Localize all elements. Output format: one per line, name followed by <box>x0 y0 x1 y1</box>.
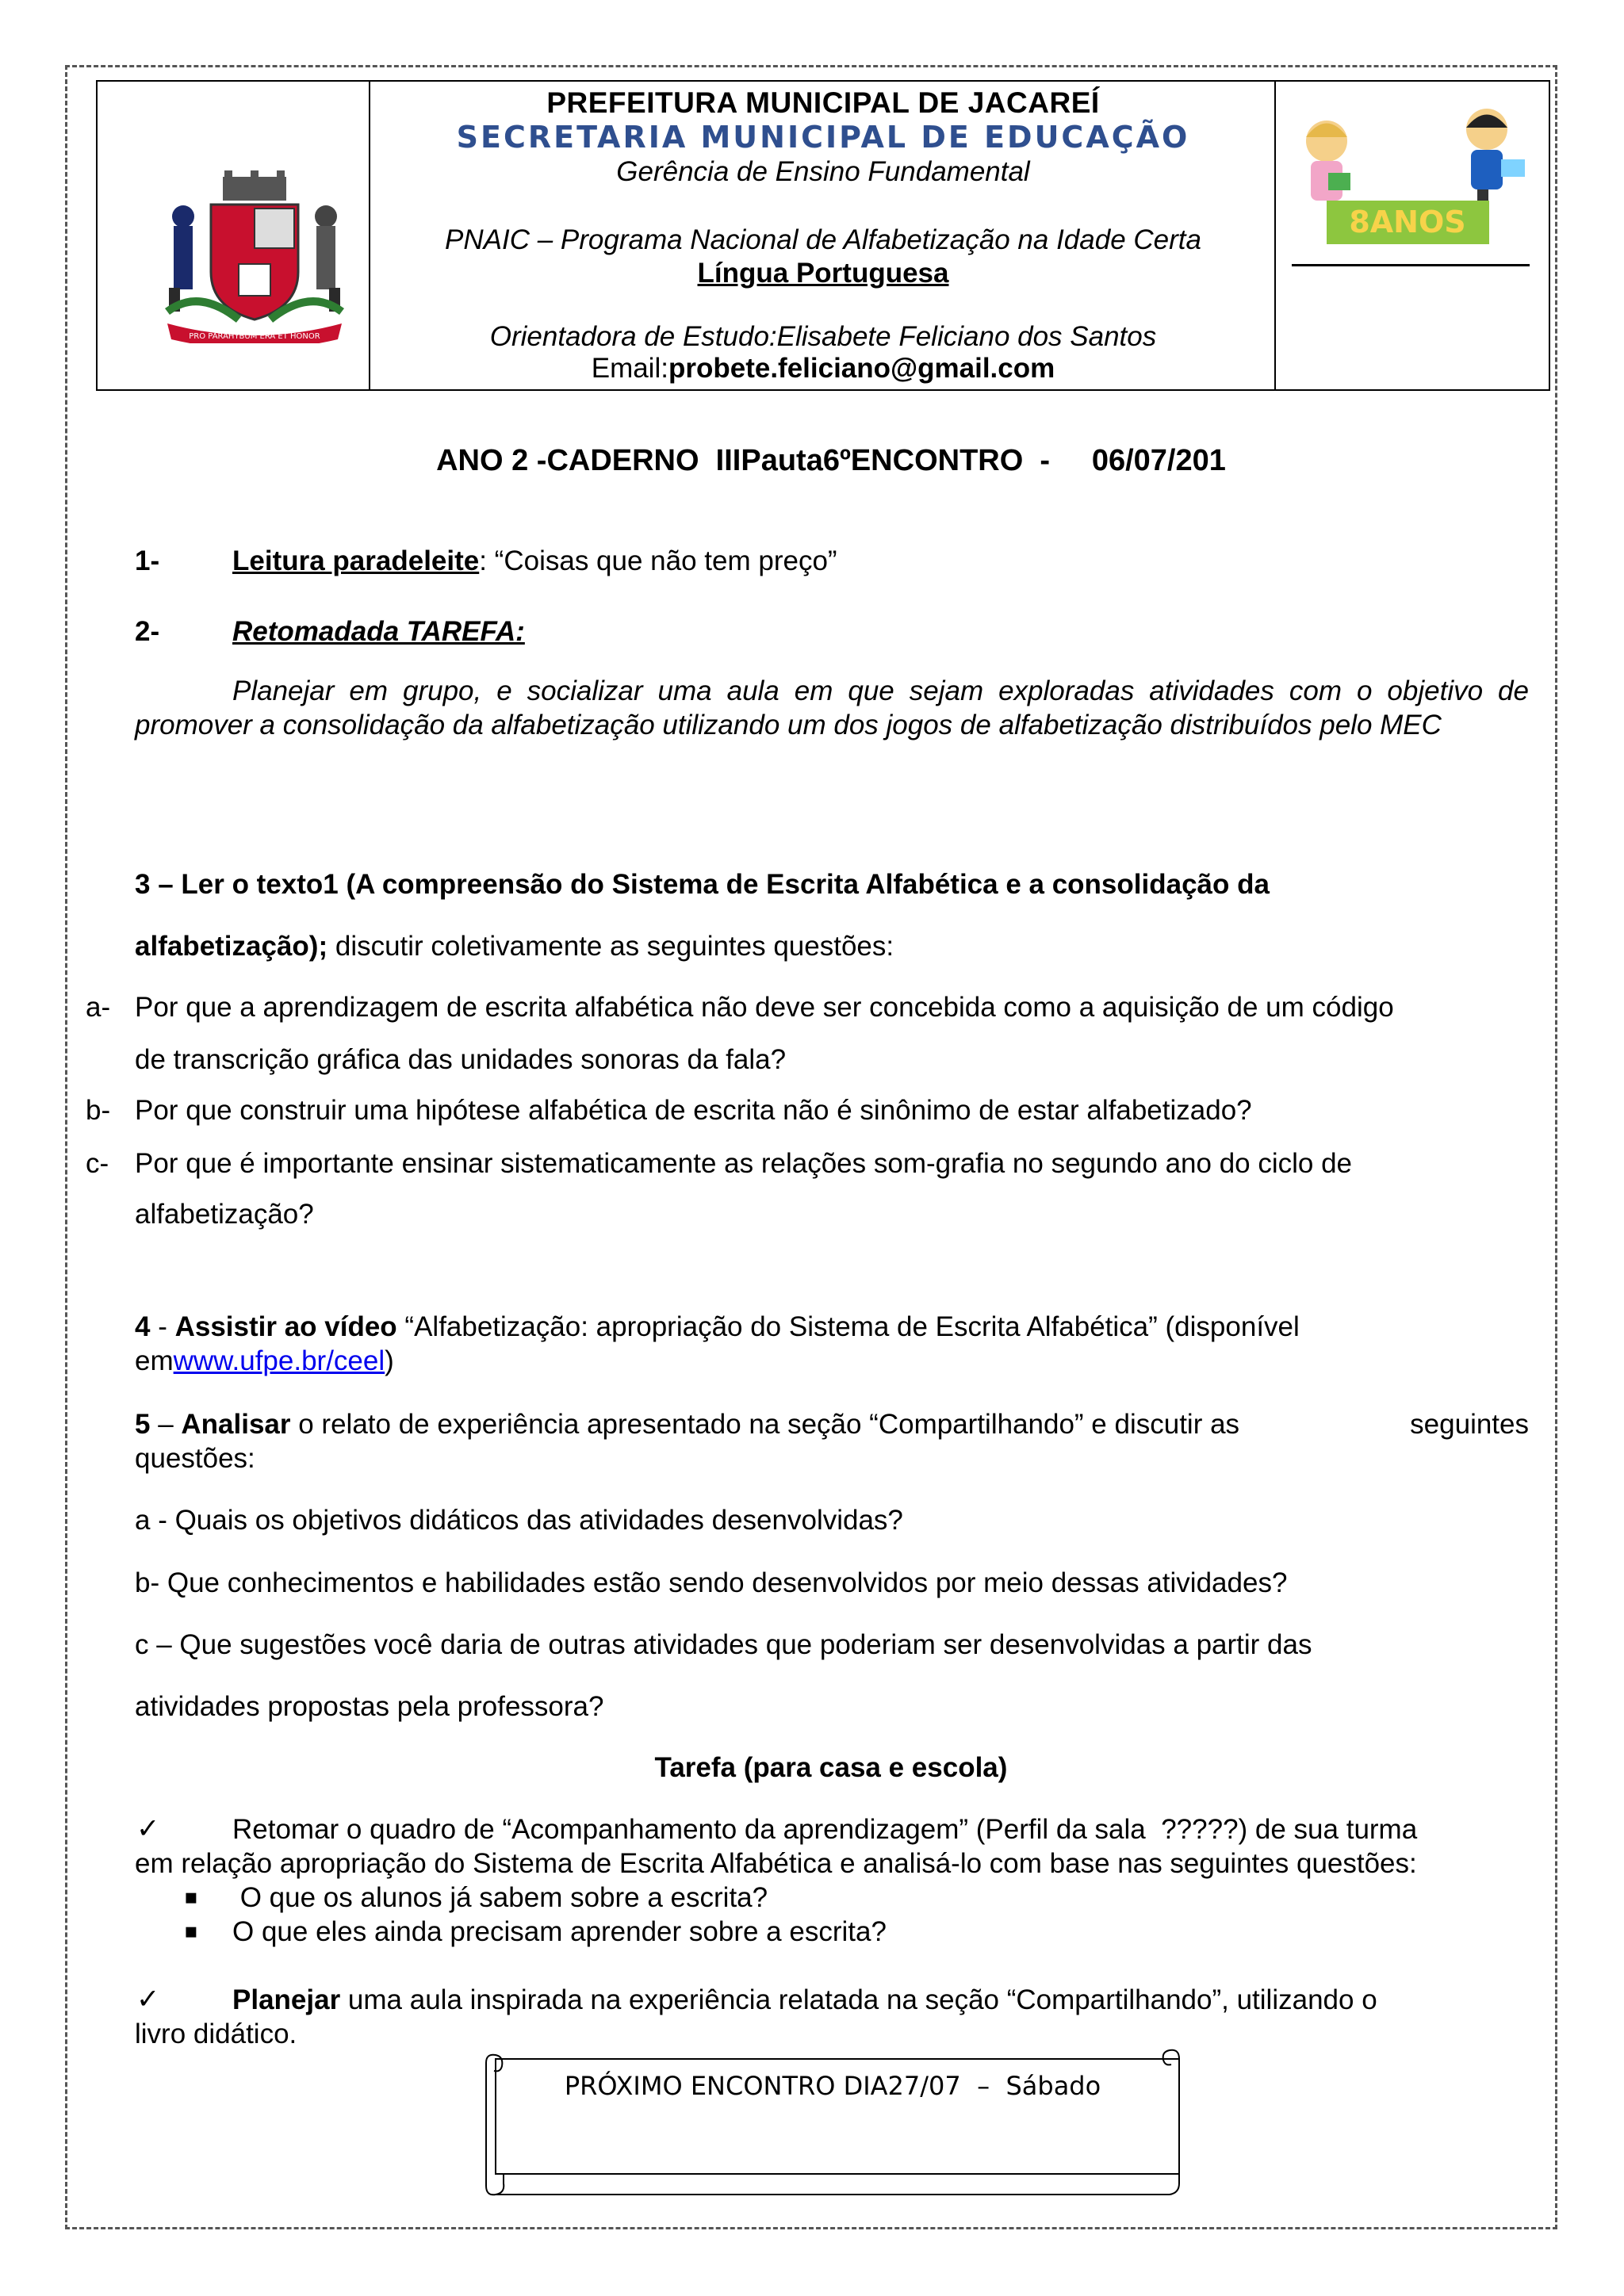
item-4 <box>135 1310 1300 1344</box>
item-4-dash: - <box>150 1311 175 1342</box>
city-coat-of-arms-icon <box>151 169 358 343</box>
item-5-question-c-line2: atividades propostas pela professora? <box>135 1691 604 1722</box>
item-4-line2 <box>135 1344 394 1378</box>
header-table <box>96 80 1550 391</box>
item-2-number: 2- <box>135 616 160 647</box>
subject-title: Língua Portuguesa <box>697 258 949 289</box>
check-icon: ✓ <box>136 1813 160 1845</box>
tarefa-bullet-1: O que os alunos já sabem sobre a escrita? <box>232 1882 768 1913</box>
bullet-icon: ▪ <box>184 1885 198 1909</box>
question-c-line1: Por que é importante ensinar sistematicamente as relações som-grafia no segundo ano do ciclo de <box>135 1148 1353 1179</box>
tarefa-p1-line2: em relação apropriação do Sistema de Escrita Alfabética e analisá-lo com base nas seguintes questões: <box>135 1848 1417 1879</box>
item-1-rest: : “Coisas que não tem preço” <box>479 545 837 576</box>
item-1-number: 1- <box>135 545 160 576</box>
pauta-title: ANO 2 -CADERNO IIIPauta6ºENCONTRO - 06/07/201 <box>436 444 1226 477</box>
item-3-bold2: alfabetização); <box>135 931 328 962</box>
item-4-suffix: ) <box>385 1345 394 1376</box>
email-label: Email: <box>591 353 668 384</box>
item-2-text: Planejar em grupo, e socializar uma aula em que sejam exploradas atividades com o objetivo de promover a consolidação da alfabetização utilizando um dos jogos de alfabetização distribuídos pelo MEC <box>135 675 1529 740</box>
tarefa-p1-line1: Retomar o quadro de “Acompanhamento da aprendizagem” (Perfil da sala ?????) de sua turma <box>232 1814 1418 1845</box>
tarefa-p2-line2: livro didático. <box>135 2019 297 2049</box>
tarefa-bullet-2: O que eles ainda precisam aprender sobre a escrita? <box>232 1916 887 1947</box>
item-1-text <box>232 544 837 578</box>
item-5-bold: Analisar <box>181 1409 291 1440</box>
pnaic-program-title: PNAIC – Programa Nacional de Alfabetização na Idade Certa <box>445 224 1201 255</box>
coat-of-arms-motto: PRO PARAHYBUM ERA ET HONOR <box>189 332 320 341</box>
secretaria-title: SECRETARIA MUNICIPAL DE EDUCAÇÃO <box>456 120 1190 155</box>
header-center-cell <box>370 82 1276 389</box>
question-a-line2: de transcrição gráfica das unidades sonoras da fala? <box>135 1044 787 1075</box>
item-5-dash: – <box>150 1409 182 1440</box>
tarefa-p2-rest: uma aula inspirada na experiência relatada na seção “Compartilhando”, utilizando o <box>340 1984 1377 2015</box>
item-3-heading-line2 <box>135 929 894 963</box>
item-5-text: o relato de experiência apresentado na seção “Compartilhando” e discutir as <box>290 1409 1240 1440</box>
tarefa-p2-line1 <box>232 1983 1377 2017</box>
orientadora-line: Orientadora de Estudo:Elisabete Feliciano dos Santos <box>489 321 1157 352</box>
question-b-letter: b- <box>86 1095 111 1126</box>
question-a-line1: Por que a aprendizagem de escrita alfabética não deve ser concebida como a aquisição de um código <box>135 992 1394 1023</box>
tarefa-p2-bold: Planejar <box>232 1984 341 2015</box>
prefeitura-title: PREFEITURA MUNICIPAL DE JACAREÍ <box>546 86 1100 119</box>
item-2-label: Retomadada TAREFA: <box>232 616 525 647</box>
email-address[interactable]: probete.feliciano@gmail.com <box>668 353 1055 384</box>
check-icon: ✓ <box>136 1984 160 2015</box>
question-b-line1: Por que construir uma hipótese alfabética de escrita não é sinônimo de estar alfabetizado? <box>135 1095 1252 1126</box>
question-c-line2: alfabetização? <box>135 1199 314 1230</box>
right-logo-text: 8ANOS <box>1349 205 1466 239</box>
item-5 <box>135 1407 1239 1441</box>
item-5-number: 5 <box>135 1409 151 1440</box>
bullet-icon: ▪ <box>184 1919 198 1943</box>
next-meeting-scroll <box>480 2047 1185 2198</box>
item-3-heading: 3 – Ler o texto1 (A compreensão do Sistema de Escrita Alfabética e a consolidação da <box>135 869 1270 900</box>
right-logo-underline <box>1292 264 1530 266</box>
item-4-number: 4 <box>135 1311 151 1342</box>
item-1 <box>135 544 159 578</box>
pnaic-kids-logo-icon <box>1279 98 1541 248</box>
gerencia-subtitle: Gerência de Ensino Fundamental <box>616 156 1030 187</box>
email-line <box>370 353 1276 385</box>
item-3-rest2: discutir coletivamente as seguintes questões: <box>327 931 894 962</box>
scroll-frame-icon <box>480 2047 1185 2198</box>
next-meeting-text: PRÓXIMO ENCONTRO DIA27/07 – Sábado <box>564 2071 1101 2101</box>
header-left-cell <box>98 82 370 389</box>
item-5-question-b: b- Que conhecimentos e habilidades estão sendo desenvolvidos por meio dessas atividades? <box>135 1567 1288 1598</box>
item-5-question-c-line1: c – Que sugestões você daria de outras atividades que poderiam ser desenvolvidas a partir das <box>135 1629 1312 1660</box>
item-4-bold: Assistir ao vídeo <box>174 1311 397 1342</box>
item-5-question-a: a - Quais os objetivos didáticos das atividades desenvolvidas? <box>135 1505 903 1536</box>
question-c-letter: c- <box>86 1148 109 1179</box>
item-4-prefix: em <box>135 1345 174 1376</box>
item-5-line2: questões: <box>135 1443 255 1474</box>
item-5-text-right: seguintes <box>1410 1409 1529 1440</box>
question-a-letter: a- <box>86 992 111 1023</box>
ufpe-ceel-link[interactable]: www.ufpe.br/ceel <box>173 1345 385 1376</box>
header-right-cell <box>1274 82 1549 389</box>
tarefa-heading: Tarefa (para casa e escola) <box>654 1752 1008 1783</box>
item-4-text: “Alfabetização: apropriação do Sistema de Escrita Alfabética” (disponível <box>396 1311 1300 1342</box>
item-1-label: Leitura paradeleite <box>232 545 480 576</box>
